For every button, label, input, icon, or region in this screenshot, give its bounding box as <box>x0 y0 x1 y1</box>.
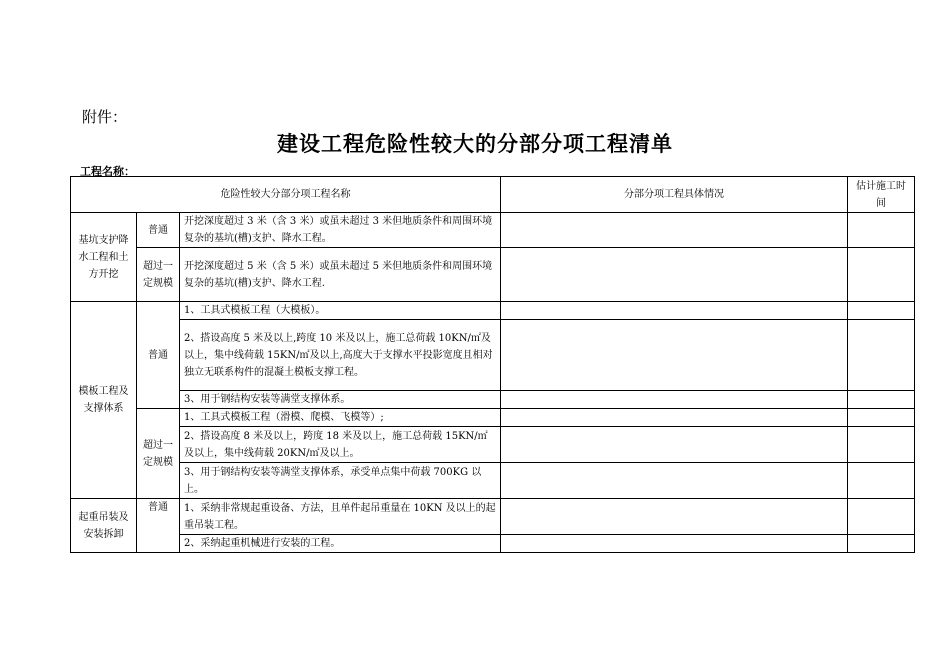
detail-input-cell[interactable] <box>501 535 848 553</box>
time-input-cell[interactable] <box>848 499 915 535</box>
header-time: 估计施工时间 <box>848 177 915 213</box>
time-input-cell[interactable] <box>848 427 915 463</box>
table-row <box>71 213 915 248</box>
time-input-cell[interactable] <box>848 302 915 320</box>
item-cell: 1、工具式模板工程（滑模、爬模、飞模等）; <box>180 409 501 427</box>
detail-input-cell[interactable] <box>501 248 848 302</box>
level-cell: 普通 <box>137 213 180 248</box>
attachment-label: 附件： <box>82 108 128 126</box>
level-cell: 超过一定规模 <box>137 248 180 302</box>
detail-input-cell[interactable] <box>501 499 848 535</box>
item-cell: 2、搭设高度 5 米及以上,跨度 10 米及以上，施工总荷载 10KN/㎡及以上，集中线荷载 15KN/㎡及以上,高度大于支撑水平投影宽度且相对独立无联系构件的混凝土模板支撑工程。 <box>180 320 501 391</box>
table-row <box>71 248 915 302</box>
hazard-list-table <box>70 176 915 553</box>
item-cell: 开挖深度超过 3 米（含 3 米）或虽未超过 3 米但地质条件和周围环境复杂的基坑(槽)支护、降水工程。 <box>180 213 501 248</box>
item-cell: 1、工具式模板工程（大模板）。 <box>180 302 501 320</box>
header-name: 危险性较大分部分项工程名称 <box>71 177 501 213</box>
table-row <box>71 535 915 553</box>
detail-input-cell[interactable] <box>501 213 848 248</box>
detail-input-cell[interactable] <box>501 391 848 409</box>
item-cell: 2、采纳起重机械进行安装的工程。 <box>180 535 501 553</box>
time-input-cell[interactable] <box>848 213 915 248</box>
item-cell: 开挖深度超过 5 米（含 5 米）或虽未超过 5 米但地质条件和周围环境复杂的基坑(槽)支护、降水工程. <box>180 248 501 302</box>
detail-input-cell[interactable] <box>501 463 848 499</box>
level-cell: 普通 <box>137 302 180 409</box>
level-cell: 超过一定规模 <box>137 409 180 499</box>
level-cell: 普通 <box>137 499 180 553</box>
detail-input-cell[interactable] <box>501 409 848 427</box>
page-title: 建设工程危险性较大的分部分项工程清单 <box>277 132 673 156</box>
header-detail: 分部分项工程具体情况 <box>501 177 848 213</box>
time-input-cell[interactable] <box>848 463 915 499</box>
category-cell: 模板工程及支撑体系 <box>71 302 137 499</box>
time-input-cell[interactable] <box>848 320 915 391</box>
table-row <box>71 409 915 427</box>
table-row <box>71 391 915 409</box>
header-row <box>71 177 915 213</box>
category-cell: 基坑支护降水工程和土方开挖 <box>71 213 137 302</box>
item-cell: 3、用于钢结构安装等满堂支撑体系，承受单点集中荷载 700KG 以上。 <box>180 463 501 499</box>
table-row <box>71 499 915 535</box>
category-cell: 起重吊装及安装拆卸 <box>71 499 137 553</box>
table-row <box>71 463 915 499</box>
table-row <box>71 320 915 391</box>
project-name-label: 工程名称： <box>80 165 135 178</box>
time-input-cell[interactable] <box>848 248 915 302</box>
detail-input-cell[interactable] <box>501 320 848 391</box>
time-input-cell[interactable] <box>848 535 915 553</box>
time-input-cell[interactable] <box>848 391 915 409</box>
table-row <box>71 427 915 463</box>
detail-input-cell[interactable] <box>501 427 848 463</box>
item-cell: 1、采纳非常规起重设备、方法，且单件起吊重量在 10KN 及以上的起重吊装工程。 <box>180 499 501 535</box>
detail-input-cell[interactable] <box>501 302 848 320</box>
table-row <box>71 302 915 320</box>
time-input-cell[interactable] <box>848 409 915 427</box>
item-cell: 2、搭设高度 8 米及以上，跨度 18 米及以上，施工总荷载 15KN/㎡及以上，集中线荷载 20KN/㎡及以上。 <box>180 427 501 463</box>
item-cell: 3、用于钢结构安装等满堂支撑体系。 <box>180 391 501 409</box>
